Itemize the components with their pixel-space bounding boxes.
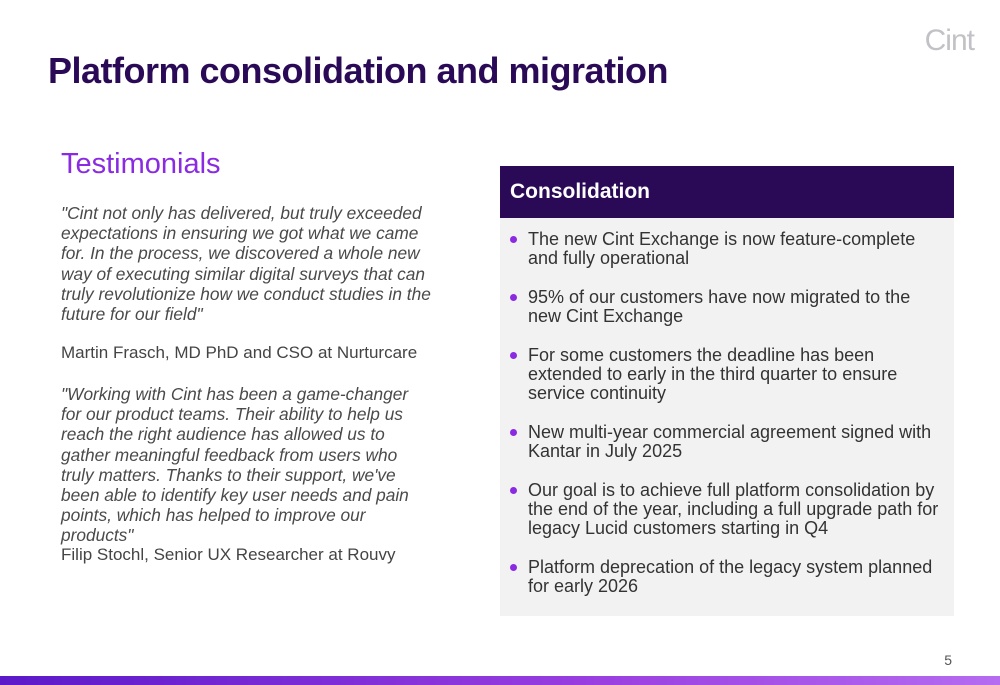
- list-item: [500, 423, 954, 461]
- bullet-dot-icon: [510, 294, 517, 301]
- bullet-text: Our goal is to achieve full platform consolidation by the end of the year, including a full upgrade path for legacy Lucid customers starting in Q4: [528, 480, 939, 538]
- testimonial-quote: "Working with Cint has been a game-changer for our product teams. Their ability to help us reach the right audience has allowed us to gather meaningful feedback from users who truly matters. Thanks to their support, we've been able to identify key user needs and pain points, which has helped to improve our products": [61, 384, 409, 546]
- testimonials-heading: Testimonials: [61, 148, 221, 180]
- bullet-text: 95% of our customers have now migrated to the new Cint Exchange: [528, 287, 911, 326]
- consolidation-bullet-list: [500, 218, 954, 596]
- testimonial-quote: "Cint not only has delivered, but truly exceeded expectations in ensuring we got what we came for. In the process, we discovered a whole new way of executing similar digital surveys that can truly revolutionize how we conduct studies in the future for our field": [61, 203, 431, 325]
- bullet-dot-icon: [510, 236, 517, 243]
- slide-title: Platform consolidation and migration: [48, 50, 669, 91]
- list-item: [500, 481, 954, 538]
- list-item: [500, 558, 954, 596]
- page-number: 5: [944, 652, 952, 668]
- cint-logo: Cint: [924, 24, 974, 57]
- list-item: [500, 346, 954, 403]
- bullet-text: Platform deprecation of the legacy system planned for early 2026: [528, 557, 933, 596]
- bullet-text: New multi-year commercial agreement signed with Kantar in July 2025: [528, 422, 932, 461]
- testimonial-attribution: Martin Frasch, MD PhD and CSO at Nurturcare: [61, 343, 418, 362]
- list-item: [500, 288, 954, 326]
- bullet-text: For some customers the deadline has been extended to early in the third quarter to ensure service continuity: [528, 345, 898, 403]
- bullet-dot-icon: [510, 487, 517, 494]
- testimonial-attribution: Filip Stochl, Senior UX Researcher at Rouvy: [61, 545, 396, 564]
- bottom-accent-bar: [0, 676, 1000, 685]
- consolidation-panel: [500, 166, 954, 616]
- list-item: [500, 230, 954, 268]
- bullet-text: The new Cint Exchange is now feature-complete and fully operational: [528, 229, 916, 268]
- bullet-dot-icon: [510, 352, 517, 359]
- bullet-dot-icon: [510, 564, 517, 571]
- bullet-dot-icon: [510, 429, 517, 436]
- consolidation-heading: Consolidation: [500, 166, 954, 218]
